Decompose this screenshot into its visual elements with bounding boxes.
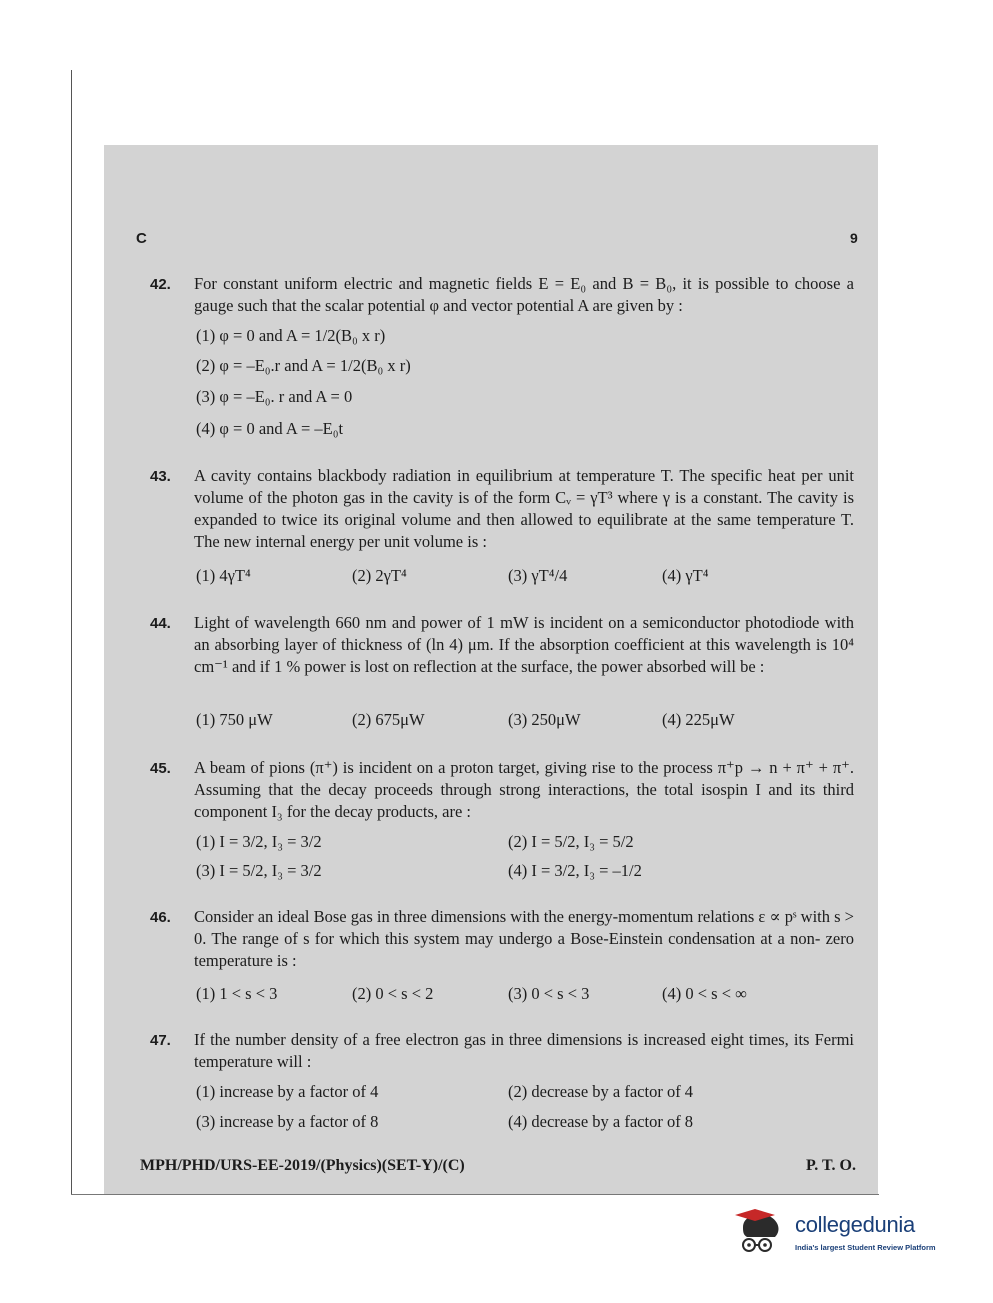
question-number: 47. bbox=[150, 1032, 171, 1049]
brand-name: collegedunia bbox=[795, 1212, 915, 1237]
question-stem: A beam of pions (π⁺) is incident on a proton target, giving rise to the process π⁺p → n + π⁺ + π⁺. Assuming that the decay proceeds through strong interactions, the total isospin I and its third component I₃ for the decay products, are : bbox=[194, 758, 854, 821]
option: (3) 250μW bbox=[508, 710, 581, 729]
option: (4) φ = 0 and A = –E₀t bbox=[196, 419, 344, 438]
option: (1) 750 μW bbox=[196, 710, 273, 729]
bottom-margin-rule bbox=[71, 1194, 879, 1195]
question-number: 45. bbox=[150, 760, 171, 777]
option: (4) I = 3/2, I₃ = –1/2 bbox=[508, 861, 642, 880]
brand-tagline: India's largest Student Review Platform bbox=[795, 1243, 936, 1252]
option: (3) γT⁴/4 bbox=[508, 566, 568, 585]
option: (3) I = 5/2, I₃ = 3/2 bbox=[196, 861, 322, 880]
exam-code: MPH/PHD/URS-EE-2019/(Physics)(SET-Y)/(C) bbox=[140, 1157, 465, 1174]
option: (3) increase by a factor of 8 bbox=[196, 1112, 379, 1131]
option: (4) 225μW bbox=[662, 710, 735, 729]
option: (1) increase by a factor of 4 bbox=[196, 1082, 379, 1101]
option: (2) decrease by a factor of 4 bbox=[508, 1082, 694, 1101]
page-number: 9 bbox=[850, 230, 858, 246]
option: (3) 0 < s < 3 bbox=[508, 984, 590, 1003]
option: (1) 1 < s < 3 bbox=[196, 984, 278, 1003]
question-stem: Light of wavelength 660 nm and power of 1 mW is incident on a semiconductor photodiode with an absorbing layer of thickness of (ln 4) μm. If the absorption coefficient at this wavelength is 10⁴ cm⁻¹ and if 1 % power is lost on reflection at the surface, the power absorbed will be : bbox=[194, 613, 854, 676]
question-number: 46. bbox=[150, 909, 171, 926]
question-stem: A cavity contains blackbody radiation in equilibrium at temperature T. The specific heat per unit volume of the photon gas in the cavity is of the form Cᵥ = γT³ where γ is a constant. The cavity is expanded to twice its original volume and then allowed to equilibrate at the same temperature T. The new internal energy per unit volume is : bbox=[194, 466, 854, 551]
option: (2) I = 5/2, I₃ = 5/2 bbox=[508, 832, 634, 851]
option: (2) 0 < s < 2 bbox=[352, 984, 434, 1003]
option: (1) 4γT⁴ bbox=[196, 566, 251, 585]
option: (1) φ = 0 and A = 1/2(B₀ x r) bbox=[196, 326, 386, 345]
mascot-icon bbox=[735, 1209, 778, 1251]
question-number: 44. bbox=[150, 615, 171, 632]
option: (1) I = 3/2, I₃ = 3/2 bbox=[196, 832, 322, 851]
option: (3) φ = –E₀. r and A = 0 bbox=[196, 387, 353, 406]
option: (4) 0 < s < ∞ bbox=[662, 984, 747, 1003]
pto-label: P. T. O. bbox=[806, 1157, 856, 1174]
option: (2) 2γT⁴ bbox=[352, 566, 407, 585]
question-stem: If the number density of a free electron gas in three dimensions is increased eight times, its Fermi temperature will : bbox=[194, 1030, 854, 1071]
question-number: 43. bbox=[150, 468, 171, 485]
question-stem: Consider an ideal Bose gas in three dimensions with the energy-momentum relations ε ∝ pˢ with s > 0. The range of s for which this system may undergo a Bose-Einstein condensation at a non- zero temperature is : bbox=[194, 907, 854, 970]
left-margin-rule bbox=[71, 70, 72, 1195]
option: (4) γT⁴ bbox=[662, 566, 709, 585]
option: (2) 675μW bbox=[352, 710, 425, 729]
set-letter: C bbox=[136, 230, 147, 247]
option: (4) decrease by a factor of 8 bbox=[508, 1112, 694, 1131]
question-stem: For constant uniform electric and magnetic fields E = E₀ and B = B₀, it is possible to choose a gauge such that the scalar potential φ and vector potential A are given by : bbox=[194, 274, 854, 315]
question-number: 42. bbox=[150, 276, 171, 293]
option: (2) φ = –E₀.r and A = 1/2(B₀ x r) bbox=[196, 356, 411, 375]
